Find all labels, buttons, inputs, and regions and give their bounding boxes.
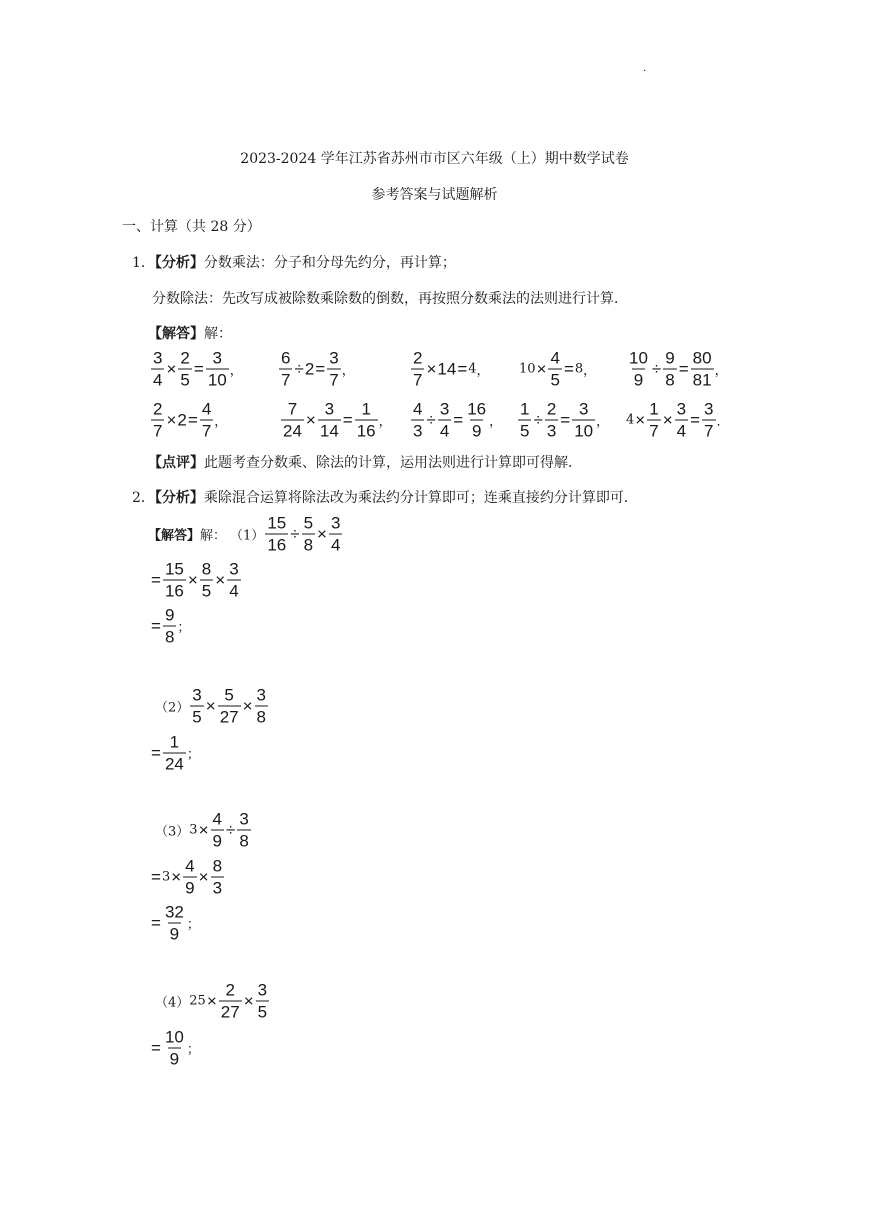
operator: × [205, 696, 216, 715]
q1-answer-tag: 【解答】 [148, 326, 204, 342]
equals: = [151, 913, 161, 932]
fraction: $\frac{2}{5}$ [180, 348, 190, 390]
fraction: $\frac{6}{7}$ [281, 348, 291, 390]
q2-part3-result: = $\frac{32}{9}$ ； [151, 902, 200, 944]
operator: × [187, 570, 198, 589]
fraction: $\frac{1}{7}$ [649, 399, 659, 441]
q1-analysis-line [132, 252, 456, 272]
equals: = [315, 359, 326, 378]
fraction: $\frac{8}{3}$ [212, 856, 223, 898]
q1-row1-expr2: $\frac{6}{7}$ ÷ 2 = $\frac{3}{7}$ ， [281, 348, 355, 390]
q2-part1-result: = $\frac{9}{8}$ ； [151, 605, 191, 647]
fraction: $\frac{8}{5}$ [201, 559, 212, 601]
q2-analysis-line [132, 487, 638, 507]
section-heading: 一、计算（共 28 分） [122, 219, 261, 235]
fraction: $\frac{3}{10}$ [574, 399, 594, 441]
operator: × [215, 570, 226, 589]
equals: = [193, 359, 204, 378]
fraction: $\frac{3}{7}$ [329, 348, 339, 390]
operator: × [242, 696, 253, 715]
number: 10 [519, 361, 536, 377]
q1-number: 1． [132, 255, 155, 271]
equals: = [560, 410, 571, 429]
number: 2 [304, 359, 315, 378]
part-label: （3） [155, 824, 190, 840]
operator: × [536, 359, 547, 378]
number: 14 [437, 359, 457, 378]
fraction: $\frac{16}{9}$ [467, 399, 487, 441]
part-label: （1） [230, 528, 265, 544]
q1-analysis-text: 分数乘法：分子和分母先约分，再计算； [203, 255, 456, 271]
q1-comment-tag: 【点评】 [148, 455, 204, 471]
q2-part4-expr [155, 982, 270, 1021]
equals: = [690, 410, 701, 429]
fraction: $\frac{3}{5}$ [192, 685, 202, 727]
q1-row2-expr4: $\frac{1}{5}$ ÷ $\frac{2}{3}$ = $\frac{3}{10}$ ， [520, 399, 610, 441]
operator: × [166, 410, 177, 429]
equals: = [453, 410, 464, 429]
equals: = [151, 743, 161, 762]
operator: × [166, 359, 177, 378]
fraction: $\frac{4}{9}$ [185, 856, 195, 898]
operator: × [171, 867, 182, 886]
q1-row1-expr5: $\frac{10}{9}$ ÷ $\frac{9}{8}$ = $\frac{80}{81}$ ， [629, 348, 728, 390]
fraction: $\frac{3}{7}$ [704, 399, 714, 441]
part-label: （2） [155, 700, 190, 716]
fraction: $\frac{4}{5}$ [550, 348, 560, 390]
q1-row1-expr1: $\frac{3}{4}$ × $\frac{2}{5}$ = $\frac{3}{10}$ ， [153, 348, 243, 390]
fraction: $\frac{3}{4}$ [153, 348, 163, 390]
fraction: $\frac{32}{9}$ [164, 902, 184, 944]
operator: × [198, 820, 209, 839]
fraction: $\frac{3}{8}$ [239, 809, 249, 851]
operator: × [662, 410, 673, 429]
q2-answer-text: 解： [200, 528, 227, 544]
equals: = [151, 570, 161, 589]
equals: = [151, 1038, 161, 1057]
fraction: $\frac{10}{9}$ [629, 348, 648, 390]
fraction: $\frac{15}{16}$ [164, 559, 184, 601]
fraction: $\frac{3}{8}$ [256, 685, 267, 727]
fraction: $\frac{5}{27}$ [219, 685, 239, 727]
fraction: $\frac{7}{24}$ [283, 399, 302, 441]
fraction: $\frac{2}{3}$ [546, 399, 557, 441]
q2-analysis-text: 乘除混合运算将除法改为乘法约分计算即可；连乘直接约分计算即可． [203, 490, 638, 506]
q1-analysis-tag: 【分析】 [154, 255, 204, 271]
fraction: $\frac{4}{3}$ [413, 399, 423, 441]
q2-part2-expr [155, 687, 269, 726]
equals: = [342, 410, 353, 429]
operator: ÷ [290, 524, 300, 543]
fraction: $\frac{4}{9}$ [212, 809, 222, 851]
q1-row1-expr4: 10 × $\frac{4}{5}$ = 8 ， [519, 348, 597, 390]
q1-comment-text: 此题考查分数乘、除法的计算，运用法则进行计算即可得解． [204, 455, 582, 471]
q1-comment-line [148, 452, 582, 472]
number: 2 [177, 410, 187, 429]
operator: ÷ [426, 410, 436, 429]
fraction: $\frac{3}{5}$ [257, 980, 268, 1022]
fraction: $\frac{2}{7}$ [153, 399, 163, 441]
fraction: $\frac{80}{81}$ [692, 348, 712, 390]
fraction: $\frac{2}{7}$ [413, 348, 423, 390]
fraction: $\frac{4}{7}$ [201, 399, 212, 441]
fraction: $\frac{2}{27}$ [220, 980, 240, 1022]
part-label: （4） [155, 995, 190, 1011]
number: 4 [626, 412, 635, 428]
fraction: $\frac{3}{4}$ [330, 513, 341, 555]
fraction: $\frac{9}{8}$ [665, 348, 675, 390]
number: 25 [189, 993, 206, 1009]
operator: × [206, 991, 217, 1010]
header-dot: · [643, 66, 647, 77]
fraction: $\frac{3}{14}$ [319, 399, 339, 441]
q2-part3-step [150, 858, 225, 897]
fraction: $\frac{3}{4}$ [439, 399, 450, 441]
operator: ÷ [225, 820, 236, 839]
q1-answer-text: 解： [204, 326, 232, 342]
fraction: $\frac{3}{4}$ [229, 559, 239, 601]
fraction: $\frac{5}{8}$ [303, 513, 314, 555]
fraction: $\frac{9}{8}$ [164, 605, 175, 647]
equals: = [563, 359, 574, 378]
q2-part4-result: = $\frac{10}{9}$ ； [151, 1027, 200, 1069]
q2-part3-expr [155, 811, 252, 850]
q1-row1-expr3: $\frac{2}{7}$ × 14 = 4 ， [413, 348, 490, 390]
fraction: $\frac{1}{5}$ [520, 399, 530, 441]
q2-part1-expr [148, 515, 343, 554]
operator: × [317, 524, 327, 543]
page-title: 2023-2024 学年江苏省苏州市市区六年级（上）期中数学试卷 [240, 151, 629, 167]
q1-row2-expr1: $\frac{2}{7}$ × 2 = $\frac{4}{7}$ ， [153, 399, 228, 441]
q2-part2-result: = $\frac{1}{24}$ ； [151, 732, 200, 774]
result: 4 [468, 361, 477, 377]
fraction: $\frac{15}{16}$ [267, 513, 287, 555]
equals: = [678, 359, 689, 378]
number: 3 [189, 822, 198, 838]
number: 3 [161, 869, 171, 885]
operator: ÷ [533, 410, 543, 429]
q1-row2-expr3: $\frac{4}{3}$ ÷ $\frac{3}{4}$ = $\frac{16}{9}$ ， [413, 399, 503, 441]
equals: = [457, 359, 468, 378]
operator: × [305, 410, 316, 429]
q2-number: 2． [132, 490, 155, 506]
operator: ÷ [651, 359, 662, 378]
equals: = [151, 616, 161, 635]
fraction: $\frac{3}{4}$ [676, 399, 687, 441]
fraction: $\frac{10}{9}$ [164, 1027, 184, 1069]
equals: = [187, 410, 198, 429]
q1-analysis-line2: 分数除法：先改写成被除数乘除数的倒数，再按照分数乘法的法则进行计算． [152, 291, 628, 307]
q1-row2-expr2: $\frac{7}{24}$ × $\frac{3}{14}$ = $\frac{1}{16}$ ， [283, 399, 392, 441]
result: 8 [574, 361, 584, 377]
q1-answer-line [148, 323, 232, 343]
q2-answer-tag: 【解答】 [148, 528, 201, 544]
equals: = [151, 867, 161, 886]
fraction: $\frac{1}{16}$ [356, 399, 376, 441]
operator: ÷ [294, 359, 304, 378]
operator: × [635, 410, 646, 429]
q2-analysis-tag: 【分析】 [154, 490, 204, 506]
operator: × [426, 359, 437, 378]
fraction: $\frac{3}{10}$ [207, 348, 227, 390]
operator: × [198, 867, 209, 886]
q2-part1-step [150, 561, 242, 600]
operator: × [243, 991, 254, 1010]
page-subtitle: 参考答案与试题解析 [371, 187, 498, 203]
fraction: $\frac{1}{24}$ [164, 732, 184, 774]
q1-row2-expr5: 4 × $\frac{1}{7}$ × $\frac{3}{4}$ = $\frac{3}{7}$ ． [626, 399, 730, 441]
